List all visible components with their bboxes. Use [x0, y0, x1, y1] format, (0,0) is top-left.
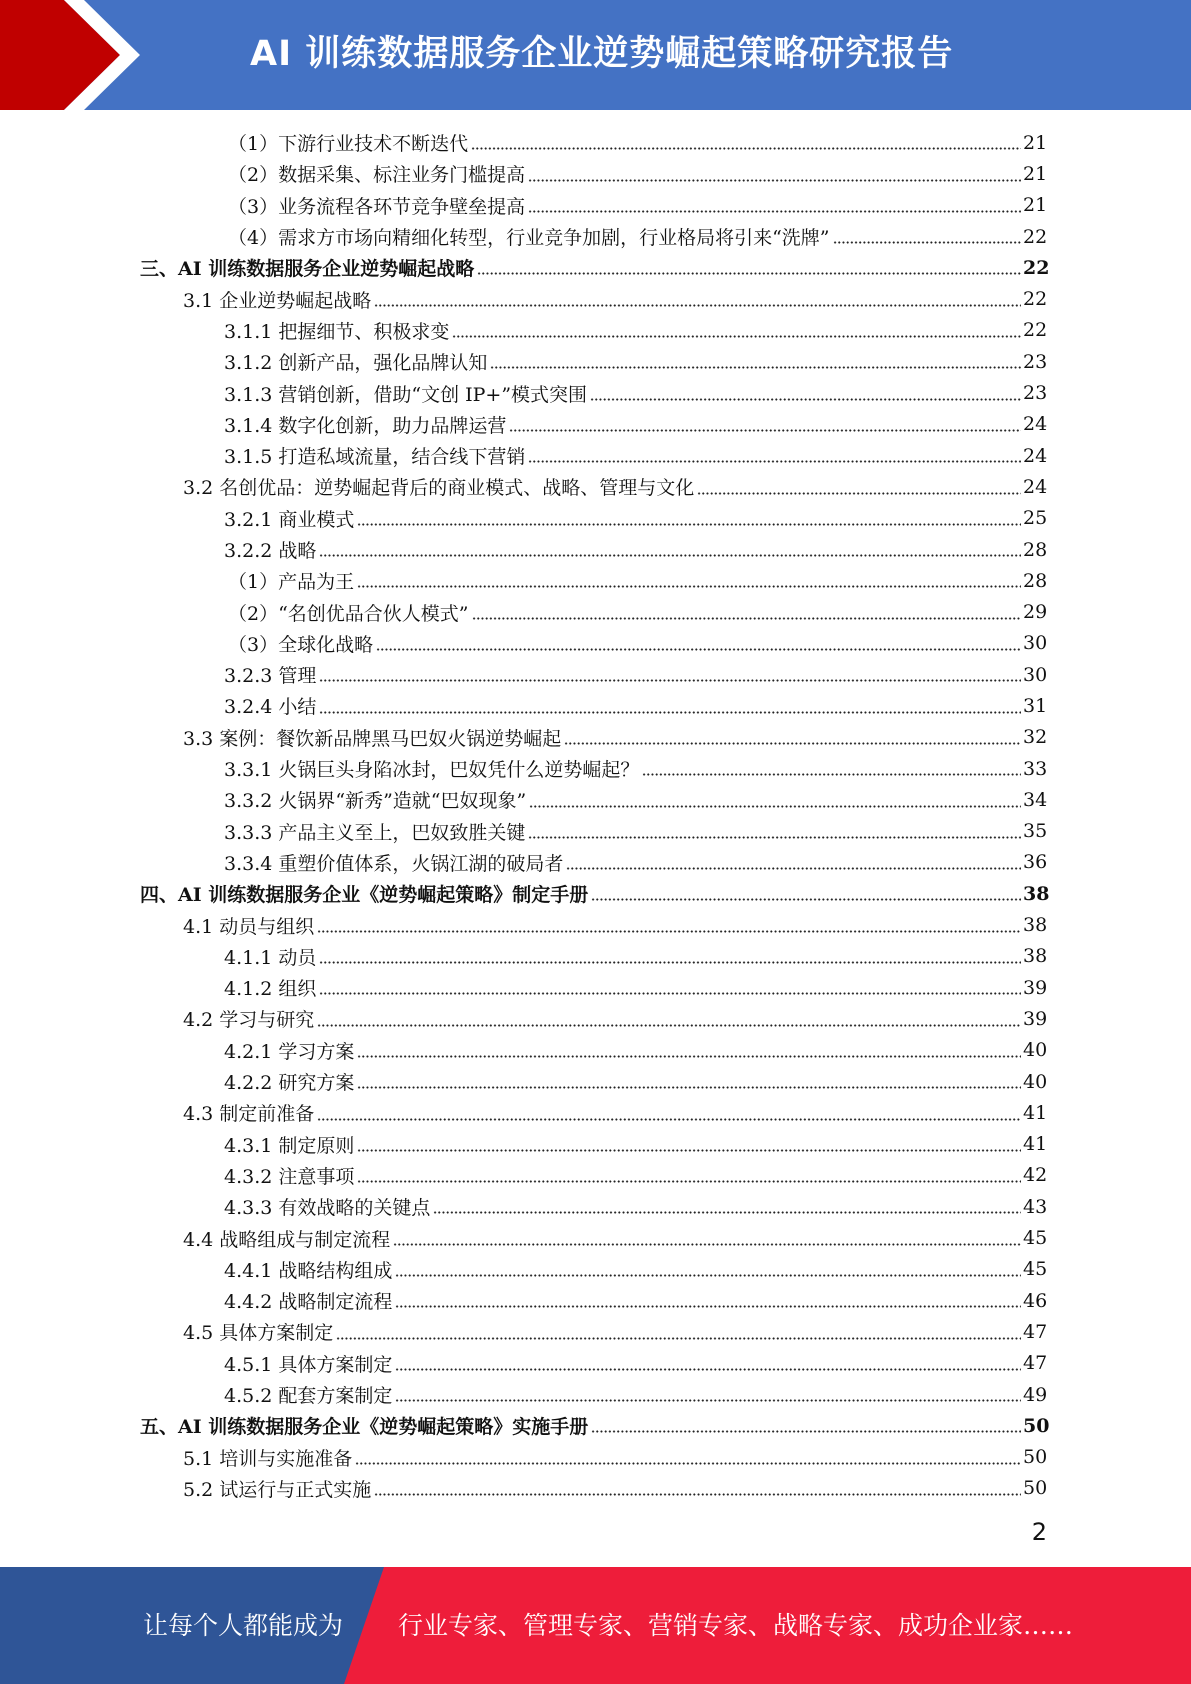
- toc-dot-leader: [319, 554, 1021, 557]
- toc-entry-title: 4.4.1 战略结构组成: [224, 1259, 393, 1282]
- toc-entry-title: （2）数据采集、标注业务门槛提高: [228, 164, 526, 187]
- toc-entry-page: 28: [1023, 538, 1048, 561]
- toc-entry[interactable]: [0, 190, 1191, 221]
- toc-entry-title: 3.2.4 小结: [224, 696, 317, 719]
- toc-entry-page: 22: [1023, 288, 1048, 311]
- toc-dot-leader: [833, 241, 1021, 244]
- toc-entry-title: 4.4.2 战略制定流程: [224, 1291, 393, 1314]
- toc-dot-leader: [336, 1337, 1021, 1340]
- toc-entry-page: 41: [1023, 1101, 1048, 1124]
- toc-entry-page: 23: [1023, 350, 1048, 373]
- toc-dot-leader: [477, 272, 1021, 275]
- toc-entry[interactable]: [0, 1066, 1191, 1097]
- toc-entry-title: 4.5.1 具体方案制定: [224, 1353, 393, 1376]
- toc-entry-title: 五、AI 训练数据服务企业《逆势崛起策略》实施手册: [140, 1416, 589, 1439]
- toc-entry-title: （1）下游行业技术不断迭代: [228, 133, 469, 156]
- toc-entry-title: （4）需求方市场向精细化转型，行业竞争加剧，行业格局将引来“洗牌”: [228, 227, 830, 250]
- toc-entry[interactable]: [0, 503, 1191, 534]
- toc-dot-leader: [528, 179, 1021, 182]
- toc-entry-page: 24: [1023, 413, 1048, 436]
- toc-entry-title: 5.1 培训与实施准备: [183, 1447, 353, 1470]
- footer-slogan-right: 行业专家、管理专家、营销专家、战略专家、成功企业家……: [398, 1611, 1074, 1640]
- toc-dot-leader: [357, 1149, 1021, 1152]
- toc-entry[interactable]: [0, 1003, 1191, 1034]
- toc-entry-title: 3.3 案例：餐饮新品牌黑马巴奴火锅逆势崛起: [183, 727, 562, 750]
- toc-entry-title: 4.3.3 有效战略的关键点: [224, 1197, 431, 1220]
- toc-entry-page: 21: [1023, 131, 1048, 154]
- toc-dot-leader: [472, 617, 1021, 620]
- header-chevron-logo: [0, 0, 160, 110]
- toc-entry-title: 四、AI 训练数据服务企业《逆势崛起策略》制定手册: [140, 884, 589, 907]
- toc-entry[interactable]: [0, 972, 1191, 1003]
- toc-dot-leader: [317, 930, 1021, 933]
- toc-dot-leader: [374, 304, 1021, 307]
- toc-entry-page: 21: [1023, 194, 1048, 217]
- toc-dot-leader: [566, 867, 1021, 870]
- toc-entry-title: 3.1.1 把握细节、积极求变: [224, 320, 450, 343]
- toc-entry[interactable]: [0, 127, 1191, 158]
- page-footer: [0, 1567, 1191, 1684]
- toc-entry[interactable]: [0, 941, 1191, 972]
- toc-entry-page: 45: [1023, 1258, 1048, 1281]
- toc-entry[interactable]: [0, 440, 1191, 471]
- toc-entry[interactable]: [0, 1316, 1191, 1347]
- toc-dot-leader: [528, 210, 1021, 213]
- toc-entry-page: 41: [1023, 1133, 1048, 1156]
- toc-entry-title: 4.3.2 注意事项: [224, 1165, 355, 1188]
- toc-entry-page: 50: [1023, 1414, 1050, 1437]
- toc-entry-title: 3.1.3 营销创新，借助“文创 IP+”模式突围: [224, 383, 588, 406]
- toc-entry[interactable]: [0, 628, 1191, 659]
- toc-entry-title: 3.2.2 战略: [224, 540, 317, 562]
- toc-entry[interactable]: [0, 722, 1191, 753]
- toc-dot-leader: [376, 648, 1021, 651]
- toc-entry[interactable]: [0, 1473, 1191, 1504]
- toc-entry-title: 4.1.1 动员: [224, 946, 317, 969]
- toc-entry-page: 29: [1023, 601, 1048, 624]
- toc-entry[interactable]: [0, 1160, 1191, 1191]
- toc-entry-title: 3.1.4 数字化创新，助力品牌运营: [224, 414, 507, 437]
- toc-entry-title: 3.3.4 重塑价值体系，火锅江湖的破局者: [224, 852, 564, 875]
- toc-dot-leader: [591, 1430, 1021, 1433]
- toc-entry-page: 38: [1023, 945, 1048, 968]
- toc-entry[interactable]: [0, 1097, 1191, 1128]
- toc-entry-page: 30: [1023, 663, 1048, 686]
- toc-entry-title: 3.3.1 火锅巨头身陷冰封，巴奴凭什么逆势崛起？: [224, 759, 640, 782]
- toc-entry-title: 4.1 动员与组织: [183, 915, 315, 938]
- toc-dot-leader: [395, 1399, 1021, 1402]
- toc-entry-page: 23: [1023, 382, 1048, 405]
- toc-entry-title: 3.2.3 管理: [224, 665, 317, 688]
- footer-slogan-left: 让每个人都能成为: [143, 1611, 344, 1640]
- toc-entry[interactable]: [0, 315, 1191, 346]
- toc-dot-leader: [355, 1462, 1021, 1465]
- toc-entry-page: 22: [1023, 225, 1048, 248]
- toc-entry-page: 34: [1023, 788, 1048, 811]
- toc-entry-page: 38: [1023, 882, 1050, 905]
- toc-entry-title: 4.2.1 学习方案: [224, 1040, 355, 1063]
- toc-dot-leader: [319, 679, 1021, 682]
- toc-entry-title: 3.2.1 商业模式: [224, 508, 355, 531]
- toc-entry-title: 3.3.3 产品主义至上，巴奴致胜关键: [224, 821, 526, 844]
- toc-entry[interactable]: [0, 659, 1191, 690]
- toc-dot-leader: [319, 711, 1021, 714]
- toc-entry-page: 22: [1023, 256, 1050, 279]
- toc-entry[interactable]: [0, 221, 1191, 252]
- toc-entry[interactable]: [0, 909, 1191, 940]
- toc-entry-title: 3.1.2 创新产品，强化品牌认知: [224, 352, 488, 375]
- toc-entry-page: 25: [1023, 507, 1048, 530]
- toc-dot-leader: [319, 961, 1021, 964]
- toc-entry-page: 38: [1023, 914, 1048, 937]
- toc-entry-title: 4.4 战略组成与制定流程: [183, 1228, 391, 1251]
- toc-entry-title: 3.1.5 打造私域流量，结合线下营销: [224, 446, 526, 469]
- toc-entry-page: 28: [1023, 569, 1048, 592]
- toc-entry[interactable]: [0, 1379, 1191, 1410]
- toc-dot-leader: [395, 1368, 1021, 1371]
- toc-entry[interactable]: [0, 158, 1191, 189]
- toc-entry[interactable]: [0, 1129, 1191, 1160]
- toc-entry[interactable]: [0, 596, 1191, 627]
- toc-dot-leader: [374, 1493, 1021, 1496]
- toc-entry-page: 33: [1023, 757, 1048, 780]
- toc-dot-leader: [697, 492, 1021, 495]
- toc-entry-page: 50: [1023, 1446, 1048, 1469]
- toc-dot-leader: [357, 585, 1021, 588]
- toc-entry-title: 3.2 名创优品：逆势崛起背后的商业模式、战略、管理与文化: [183, 477, 695, 500]
- toc-entry-page: 35: [1023, 820, 1048, 843]
- toc-entry[interactable]: [0, 1285, 1191, 1316]
- toc-entry-page: 22: [1023, 319, 1048, 342]
- toc-dot-leader: [452, 335, 1021, 338]
- page-number: 2: [1031, 1518, 1047, 1546]
- toc-entry[interactable]: [0, 1222, 1191, 1253]
- toc-entry[interactable]: [0, 409, 1191, 440]
- toc-entry-page: 47: [1023, 1352, 1048, 1375]
- toc-entry-page: 46: [1023, 1289, 1048, 1312]
- toc-dot-leader: [471, 147, 1021, 150]
- toc-entry-title: 4.2 学习与研究: [183, 1009, 315, 1032]
- page-header: [0, 0, 1191, 110]
- report-title: AI 训练数据服务企业逆势崛起策略研究报告: [250, 34, 954, 74]
- toc-entry-title: 4.5.2 配套方案制定: [224, 1385, 393, 1408]
- toc-dot-leader: [642, 773, 1021, 776]
- toc-entry[interactable]: [0, 847, 1191, 878]
- toc-entry[interactable]: [0, 565, 1191, 596]
- toc-entry-page: 39: [1023, 976, 1048, 999]
- toc-entry-page: 50: [1023, 1477, 1048, 1500]
- toc-entry-title: 三、AI 训练数据服务企业逆势崛起战略: [140, 258, 475, 281]
- toc-dot-leader: [529, 805, 1021, 808]
- toc-entry-title: 4.5 具体方案制定: [183, 1322, 334, 1345]
- toc-entry-page: 36: [1023, 851, 1048, 874]
- toc-entry[interactable]: [0, 1254, 1191, 1285]
- toc-dot-leader: [317, 1118, 1021, 1121]
- toc-dot-leader: [528, 460, 1021, 463]
- toc-entry[interactable]: [0, 1191, 1191, 1222]
- toc-entry-title: 3.1 企业逆势崛起战略: [183, 289, 372, 312]
- toc-entry-page: 40: [1023, 1070, 1048, 1093]
- toc-entry-title: 4.3 制定前准备: [183, 1103, 315, 1126]
- table-of-contents: [0, 127, 1191, 1504]
- toc-dot-leader: [357, 1180, 1021, 1183]
- toc-dot-leader: [357, 1086, 1021, 1089]
- toc-entry-page: 39: [1023, 1007, 1048, 1030]
- toc-entry-title: 4.2.2 研究方案: [224, 1072, 355, 1095]
- toc-entry[interactable]: [0, 690, 1191, 721]
- toc-entry[interactable]: [0, 534, 1191, 565]
- toc-dot-leader: [357, 1055, 1021, 1058]
- toc-dot-leader: [528, 836, 1021, 839]
- toc-entry[interactable]: [0, 784, 1191, 815]
- toc-entry[interactable]: [0, 753, 1191, 784]
- toc-entry-title: 3.3.2 火锅界“新秀”造就“巴奴现象”: [224, 790, 527, 813]
- toc-entry[interactable]: [0, 816, 1191, 847]
- toc-dot-leader: [357, 523, 1021, 526]
- toc-dot-leader: [317, 1024, 1021, 1027]
- toc-entry-page: 21: [1023, 162, 1048, 185]
- toc-entry-title: 4.1.2 组织: [224, 978, 317, 1001]
- toc-entry-page: 47: [1023, 1320, 1048, 1343]
- toc-entry[interactable]: [0, 471, 1191, 502]
- toc-dot-leader: [509, 429, 1021, 432]
- toc-entry-page: 31: [1023, 694, 1048, 717]
- toc-dot-leader: [564, 742, 1021, 745]
- toc-entry-page: 49: [1023, 1383, 1048, 1406]
- toc-entry-page: 24: [1023, 475, 1048, 498]
- toc-entry-page: 42: [1023, 1164, 1048, 1187]
- toc-entry-page: 43: [1023, 1195, 1048, 1218]
- toc-entry-title: （1）产品为王: [228, 571, 355, 594]
- toc-entry[interactable]: [0, 252, 1191, 283]
- toc-entry-title: （3）全球化战略: [228, 633, 374, 656]
- toc-dot-leader: [433, 1211, 1021, 1214]
- toc-entry-page: 40: [1023, 1039, 1048, 1062]
- toc-entry-page: 30: [1023, 632, 1048, 655]
- toc-entry[interactable]: [0, 283, 1191, 314]
- toc-entry[interactable]: [0, 878, 1191, 909]
- toc-dot-leader: [395, 1305, 1021, 1308]
- toc-dot-leader: [319, 992, 1021, 995]
- toc-dot-leader: [591, 898, 1021, 901]
- toc-dot-leader: [590, 398, 1021, 401]
- toc-entry[interactable]: [0, 1441, 1191, 1472]
- toc-entry-page: 45: [1023, 1227, 1048, 1250]
- toc-entry[interactable]: [0, 346, 1191, 377]
- toc-entry[interactable]: [0, 1410, 1191, 1441]
- toc-dot-leader: [490, 366, 1021, 369]
- toc-entry-page: 24: [1023, 444, 1048, 467]
- toc-dot-leader: [393, 1243, 1021, 1246]
- toc-entry-title: （3）业务流程各环节竞争壁垒提高: [228, 195, 526, 218]
- toc-entry-title: 5.2 试运行与正式实施: [183, 1478, 372, 1501]
- toc-entry-page: 32: [1023, 726, 1048, 749]
- toc-entry[interactable]: [0, 1035, 1191, 1066]
- toc-entry[interactable]: [0, 377, 1191, 408]
- toc-entry-title: 4.3.1 制定原则: [224, 1134, 355, 1157]
- toc-entry-title: （2）“名创优品合伙人模式”: [228, 602, 469, 625]
- toc-dot-leader: [395, 1274, 1021, 1277]
- toc-entry[interactable]: [0, 1348, 1191, 1379]
